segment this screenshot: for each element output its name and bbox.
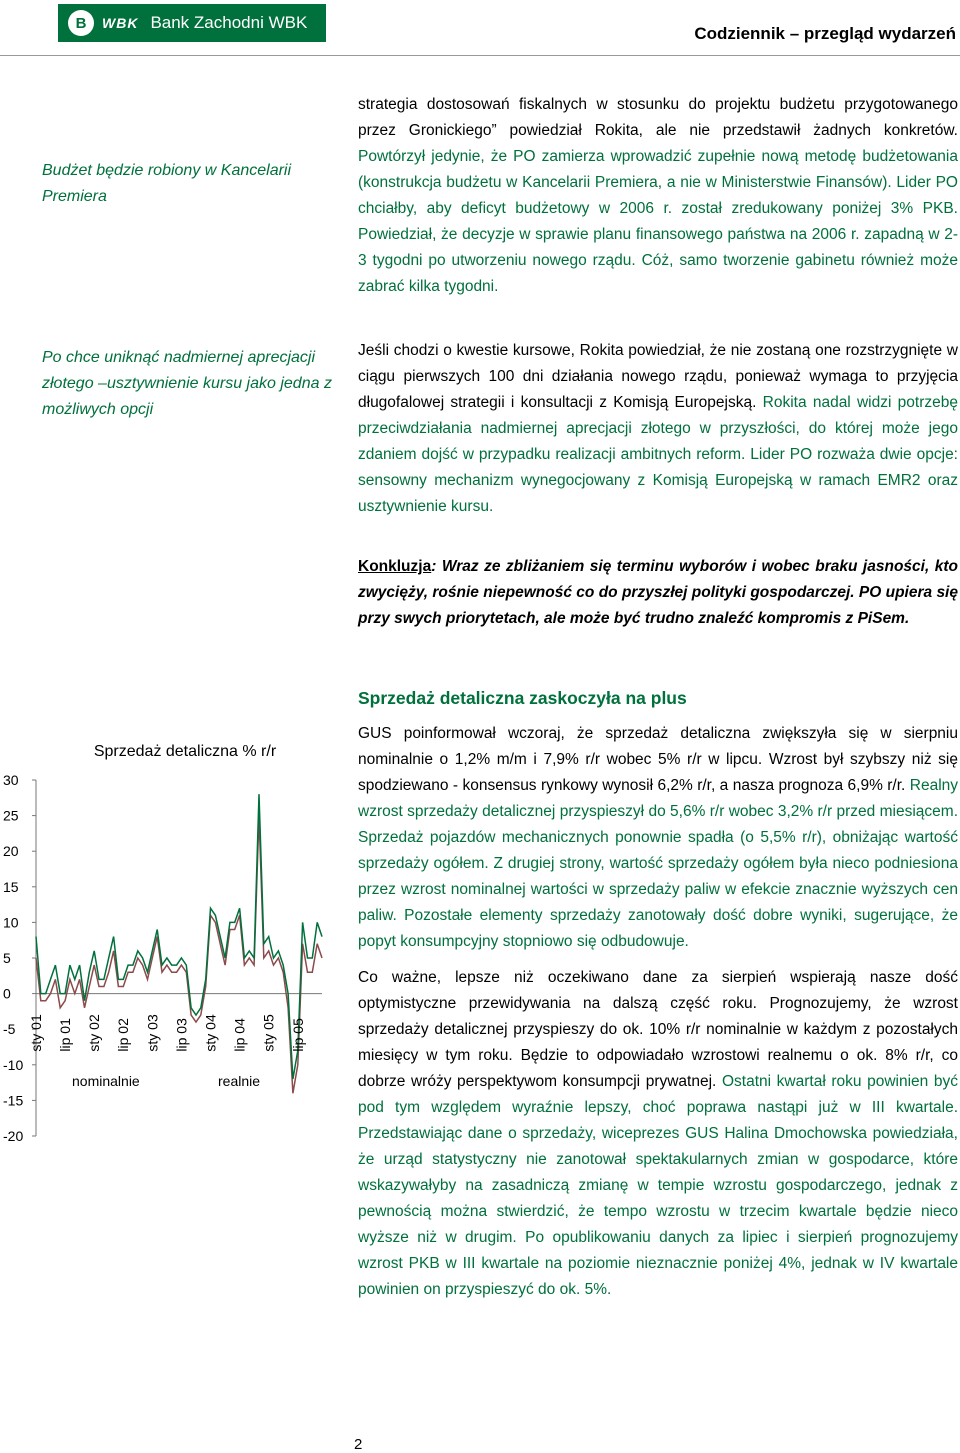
bank-logo-icon: B [68,10,94,36]
text-green: Powtórzył jedynie, że PO zamierza wprowadzić zupełnie nową metodę budżetowania (konstrukcja budżetu w Kancelarii Premiera, a nie w Ministerstwie Finansów). Lider PO chciałby, aby deficyt budżetowy w 2006 r. został zredukowany poniżej 3% PKB. Powiedział, że decyzje w sprawie planu finansowego państwa na 2006 r. zapadną w 2-3 tygodni po utworzeniu nowego rządu. Cóż, samo tworzenie gabinetu również może zabrać kilka tygodni. [358,148,958,295]
header-divider [0,55,960,56]
text-green: Realny wzrost sprzedaży detalicznej przyspieszył do 5,6% r/r wobec 3,2% r/r przed miesiącem. Sprzedaż pojazdów mechanicznych ponownie spadła (o 5,5% r/r), obniżając wartość sprzedaży ogółem. Z drugiej strony, wartość sprzedaży ogółem była nieco podniesiona przez wzrost nominalnej wartości w sprzedaży paliw w efekcie znacznie wyższych cen paliw. Pozostałe elementy sprzedaży zanotowały dość dobre wyniki, sugerujące, że popyt konsumpcyjny stopniowo się odbudowuje. [358,777,959,950]
y-tick-label: 20 [3,843,19,860]
x-tick-label: sty 04 [202,1014,219,1052]
text-black: Jeśli chodzi o kwestie kursowe, Rokita powiedział, że nie zostaną one rozstrzygnięte w ciągu pierwszych 100 dni działania nowego rządu, ponieważ wymaga to przyjęcia długofalowej strategii i konsultacji z Komisją Europejską. [358,342,958,411]
conclusion-text: : Wraz ze zbliżaniem się terminu wyborów i wobec braku jasności, kto zwycięży, rośnie niepewność co do przyszłej polityki gospodarczej. PO upiera się przy swych priorytetach, ale może być trudno znaleźć kompromis z PiSem. [358,558,958,627]
y-tick-label: -5 [3,1021,16,1038]
x-tick-label: sty 02 [86,1014,103,1052]
doc-title: Codziennik – przegląd wydarzeń [694,24,956,43]
legend-item-nominalnie: nominalnie [72,1073,140,1089]
y-tick-label: 0 [3,985,11,1002]
bank-name: Bank Zachodni WBK [150,13,308,32]
y-tick-label: 25 [3,807,19,824]
paragraph-retail-1 [358,721,958,955]
x-tick-label: lip 05 [289,1018,306,1052]
x-tick-label: lip 01 [57,1018,74,1052]
logo-abbrev: WBK [102,15,139,31]
y-tick-label: -15 [3,1092,24,1109]
sidebar-heading-currency: Po chce uniknąć nadmiernej aprecjacji złotego –usztywnienie kursu jako jedna z możliwych opcji [42,349,332,418]
y-tick-label: 5 [3,950,11,966]
sidebar-heading-budget: Budżet będzie robiony w Kancelarii Premiera [42,162,292,205]
x-tick-label: lip 04 [231,1018,248,1052]
text-green: Rokita nadal widzi potrzebę przeciwdziałania nadmiernej aprecjacji złotego w przyszłości, do której może jego zdaniem dojść w przypadku realizacji ambitnych reform. Lider PO rozważa dwie opcje: sensowny mechanizm wynegocjowany z Komisją Europejską w ramach EMR2 oraz usztywnienie kursu. [358,394,958,515]
y-tick-label: 10 [3,914,19,931]
x-tick-label: sty 01 [28,1014,44,1052]
x-tick-label: sty 03 [144,1014,161,1052]
bank-logo [58,4,326,42]
text-black: strategia dostosowań fiskalnych w stosunku do projektu budżetu przygotowanego przez Gronickiego” powiedział Rokita, ale nie przedstawił żadnych konkretów. [358,96,958,139]
section-budget [358,92,958,300]
section-retail [358,688,958,1303]
conclusion-paragraph [358,554,958,632]
retail-sales-chart [0,730,340,1150]
section-conclusion [358,554,958,632]
x-tick-label: lip 03 [173,1018,190,1052]
conclusion-label: Konkluzja [358,558,432,575]
legend-item-realnie: realnie [218,1073,261,1089]
y-tick-label: 30 [3,772,19,788]
x-tick-label: lip 02 [115,1018,132,1052]
x-tick-label: sty 05 [260,1014,277,1052]
chart-title: Sprzedaż detaliczna % r/r [93,743,277,760]
paragraph-currency [358,338,958,520]
text-green: Ostatni kwartał roku powinien być pod tym względem wyraźnie lepszy, choć poprawa nastąpi już w III kwartale. Przedstawiając dane o sprzedaży, wiceprezes GUS Halina Dmochowska powiedziała, że urząd statystyczny nie zanotował spektakularnych zmian w gospodarce, które wskazywałyby na zasadniczą zmianę w tempie wzrostu gospodarczego, jednak z pewnością można stwierdzić, że tempo wzrostu w trzecim kwartale będzie nieco wyższe niż w drugim. Po opublikowaniu danych za lipiec i sierpień prognozujemy wzrost PKB w III kwartale na poziomie nieznacznie poniżej 4%, jednak w IV kwartale powinien on przyspieszyć do ok. 5%. [358,1073,959,1298]
y-tick-label: -10 [3,1056,24,1073]
text-black: GUS poinformował wczoraj, że sprzedaż detaliczna zwiększyła się w sierpniu nominalnie o 1,2% m/m i 7,9% r/r wobec 5% r/r w lipcu. Wzrost był szybszy niż się spodziewano - konsensus rynkowy wynosił 6,2% r/r, a nasza prognoza 6,9% r/r. [358,725,958,794]
paragraph-budget [358,92,958,300]
page-number: 2 [354,1436,363,1453]
y-tick-label: 15 [3,878,19,895]
paragraph-retail-2 [358,965,958,1303]
y-tick-label: -20 [3,1128,24,1144]
section-currency [358,338,958,520]
section-title: Sprzedaż detaliczna zaskoczyła na plus [358,688,687,708]
text-black: Co ważne, lepsze niż oczekiwano dane za sierpień wspierają nasze dość optymistyczne przewidywania na dalszą część roku. Prognozujemy, że wzrost sprzedaży detalicznej przyspieszy do ok. 10% r/r nominalnie w każdym z pozostałych miesięcy w tym roku. Będzie to odpowiadało wzrostowi realnemu o ok. 8% r/r, co dobrze wróży perspektywom konsumpcji prywatnej. [358,969,958,1090]
